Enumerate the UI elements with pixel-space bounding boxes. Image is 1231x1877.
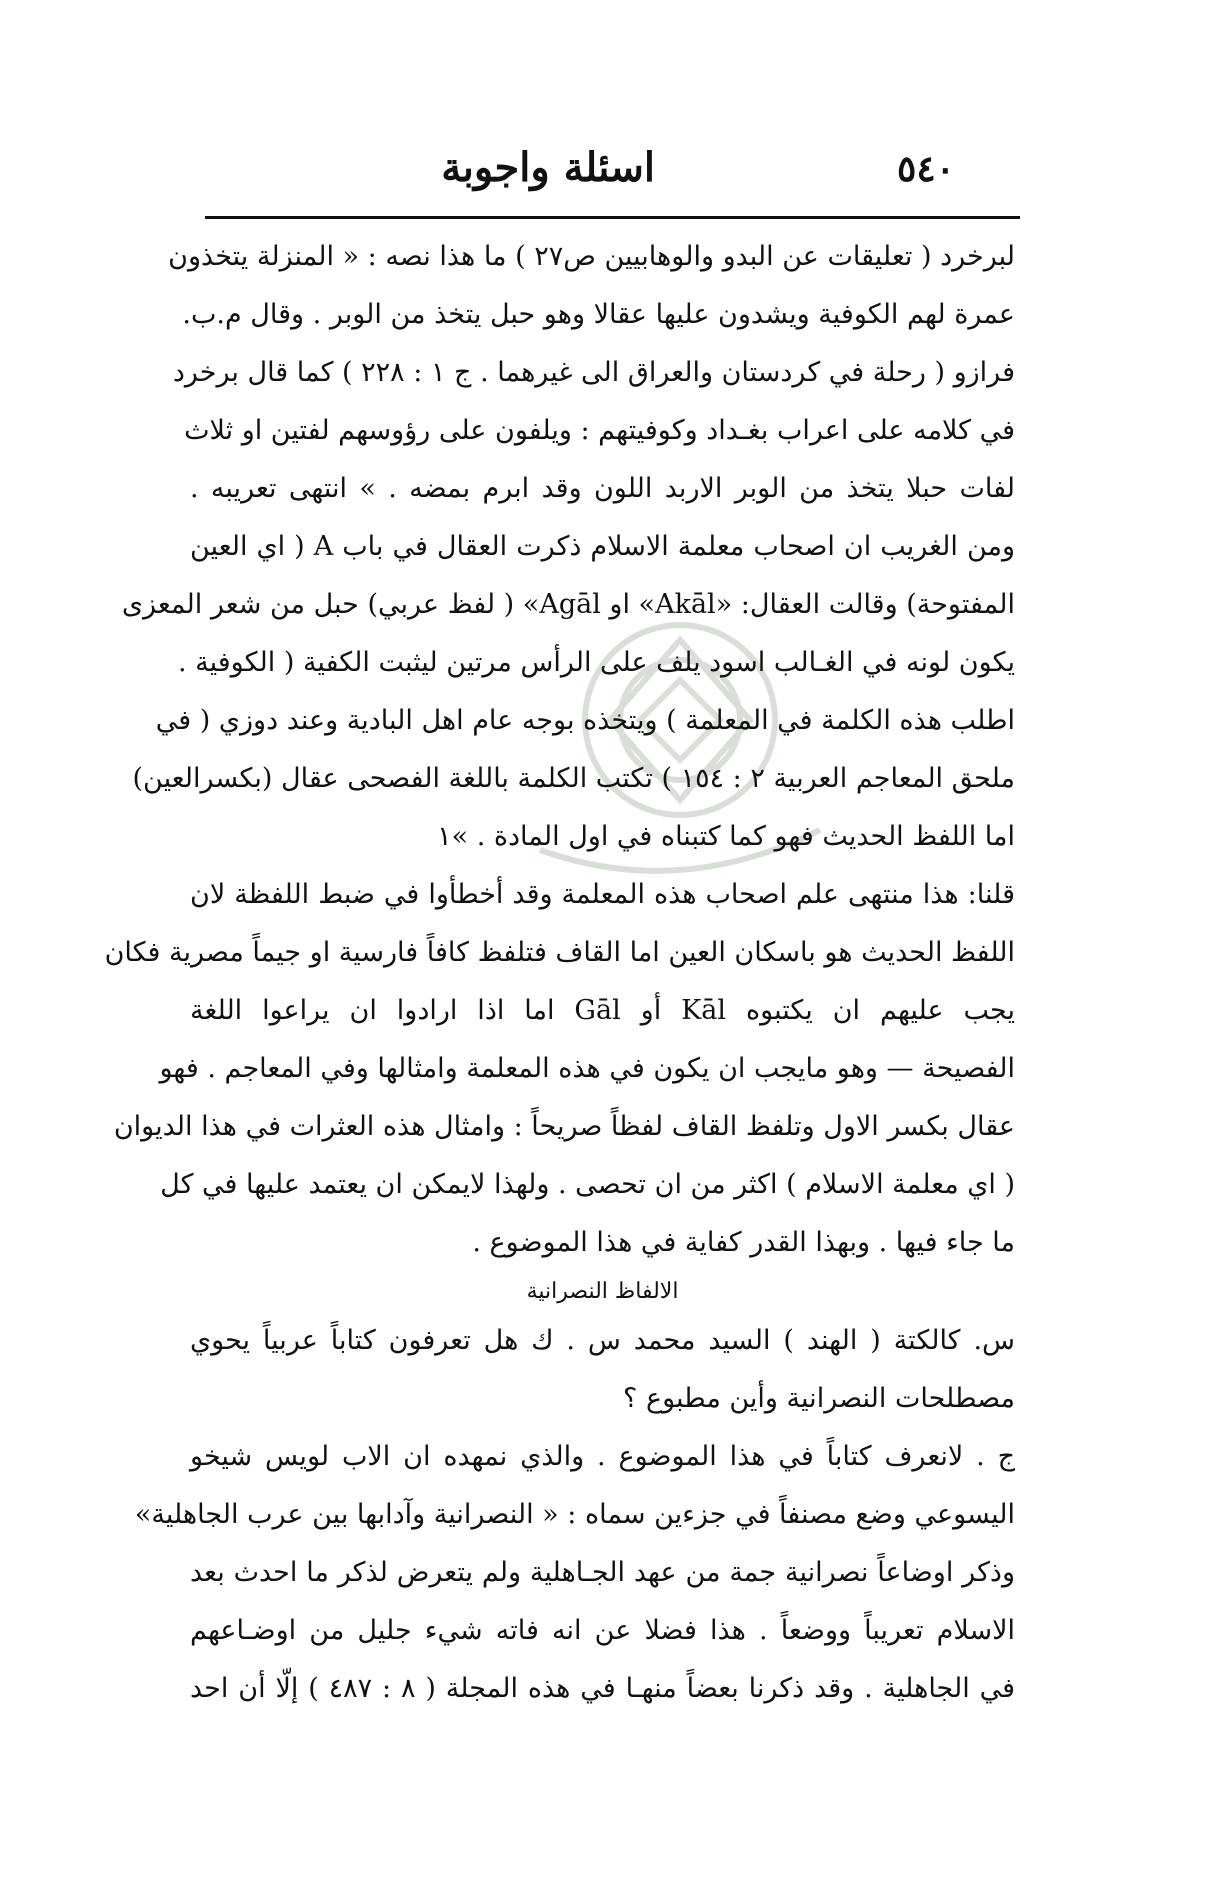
text-line: ملحق المعاجم العربية ٢ : ١٥٤ ) تكتب الكلمة باللغة الفصحى عقال (بكسرالعين) bbox=[132, 763, 1015, 794]
text-line: الاسلام تعريباً ووضعاً . هذا فضلا عن انه فاته شيء جليل من اوضـاعهم bbox=[190, 1615, 1015, 1646]
header-rule bbox=[205, 216, 1020, 219]
text-line: في الجاهلية . وقد ذكرنا بعضاً منهـا في هذه المجلة ( ٨ : ٤٨٧ ) إلّا أن احد bbox=[190, 1673, 1015, 1704]
text-line: قلنا: هذا منتهى علم اصحاب هذه المعلمة وقد أخطأوا في ضبط اللفظة لان bbox=[190, 879, 1015, 910]
text-line: ج . لانعرف كتاباً في هذا الموضوع . والذي نمهده ان الاب لويس شيخو bbox=[190, 1441, 1015, 1472]
text-line: عقال بكسر الاول وتلفظ القاف لفظاً صريحاً : وامثال هذه العثرات في هذا الديوان bbox=[113, 1111, 1015, 1142]
running-title: اسئلة واجوبة bbox=[441, 144, 655, 191]
text-line: يكون لونه في الغـالب اسود يلف على الرأس مرتين ليثبت الكفية ( الكوفية . bbox=[177, 647, 1015, 678]
text-line: لبرخرد ( تعليقات عن البدو والوهابيين ص٢٧ ) ما هذا نصه : « المنزلة يتخذون bbox=[168, 241, 1015, 272]
text-line: الفصيحة — وهو مايجب ان يكون في هذه المعلمة وامثالها وفي المعاجم . فهو bbox=[159, 1053, 1015, 1084]
page-header bbox=[215, 140, 1015, 210]
text-line: س. كالكتة ( الهند ) السيد محمد س . ك هل تعرفون كتاباً عربياً يحوي bbox=[190, 1325, 1015, 1356]
text-line: اليسوعي وضع مصنفاً في جزءين سماه : « النصرانية وآدابها بين عرب الجاهلية» bbox=[134, 1499, 1015, 1530]
text-line: المفتوحة) وقالت العقال: «Akāl» او Agāl» ( لفظ عربي) حبل من شعر المعزى bbox=[121, 589, 1015, 620]
text-line: يجب عليهم ان يكتبوه Kāl أو Gāl اما اذا ارادوا ان يراعوا اللغة bbox=[190, 995, 1015, 1026]
text-line: ( اي معلمة الاسلام ) اكثر من ان تحصى . ولهذا لايمكن ان يعتمد عليها في كل bbox=[160, 1169, 1015, 1200]
text-line: فرازو ( رحلة في كردستان والعراق الى غيرهما . ج ١ : ٢٢٨ ) كما قال برخرد bbox=[172, 357, 1015, 388]
text-line: ومن الغريب ان اصحاب معلمة الاسلام ذكرت العقال في باب A ( اي العين bbox=[190, 531, 1015, 562]
text-line: ما جاء فيها . وبهذا القدر كفاية في هذا الموضوع . bbox=[472, 1227, 1015, 1258]
text-line: اطلب هذه الكلمة في المعلمة ) ويتخذه بوجه عام اهل البادية وعند دوزي ( في bbox=[155, 705, 1015, 736]
text-line: اللفظ الحديث هو باسكان العين اما القاف فتلفظ كافاً فارسية او جيماً مصرية فكان bbox=[104, 937, 1015, 968]
text-line: لفات حبلا يتخذ من الوبر الاربد اللون وقد ابرم بمضه . » انتهى تعريبه . bbox=[190, 473, 1015, 504]
text-line: اما اللفظ الحديث فهو كما كتبناه في اول المادة . »١ bbox=[437, 821, 1015, 852]
text-line: وذكر اوضاعاً نصرانية جمة من عهد الجـاهلية ولم يتعرض لذكر ما احدث بعد bbox=[190, 1557, 1015, 1588]
text-line: عمرة لهم الكوفية ويشدون عليها عقالا وهو حبل يتخذ من الوبر . وقال م.ب. bbox=[182, 299, 1015, 330]
text-line: مصطلحات النصرانية وأين مطبوع ؟ bbox=[623, 1383, 1015, 1414]
text-line: في كلامه على اعراب بغـداد وكوفيتهم : ويلفون على رؤوسهم لفتين او ثلاث bbox=[184, 415, 1015, 446]
page-number: ٥٤٠ bbox=[896, 148, 955, 190]
article-body bbox=[104, 228, 1015, 1718]
section-heading: الالفاظ النصرانية bbox=[526, 1279, 679, 1304]
